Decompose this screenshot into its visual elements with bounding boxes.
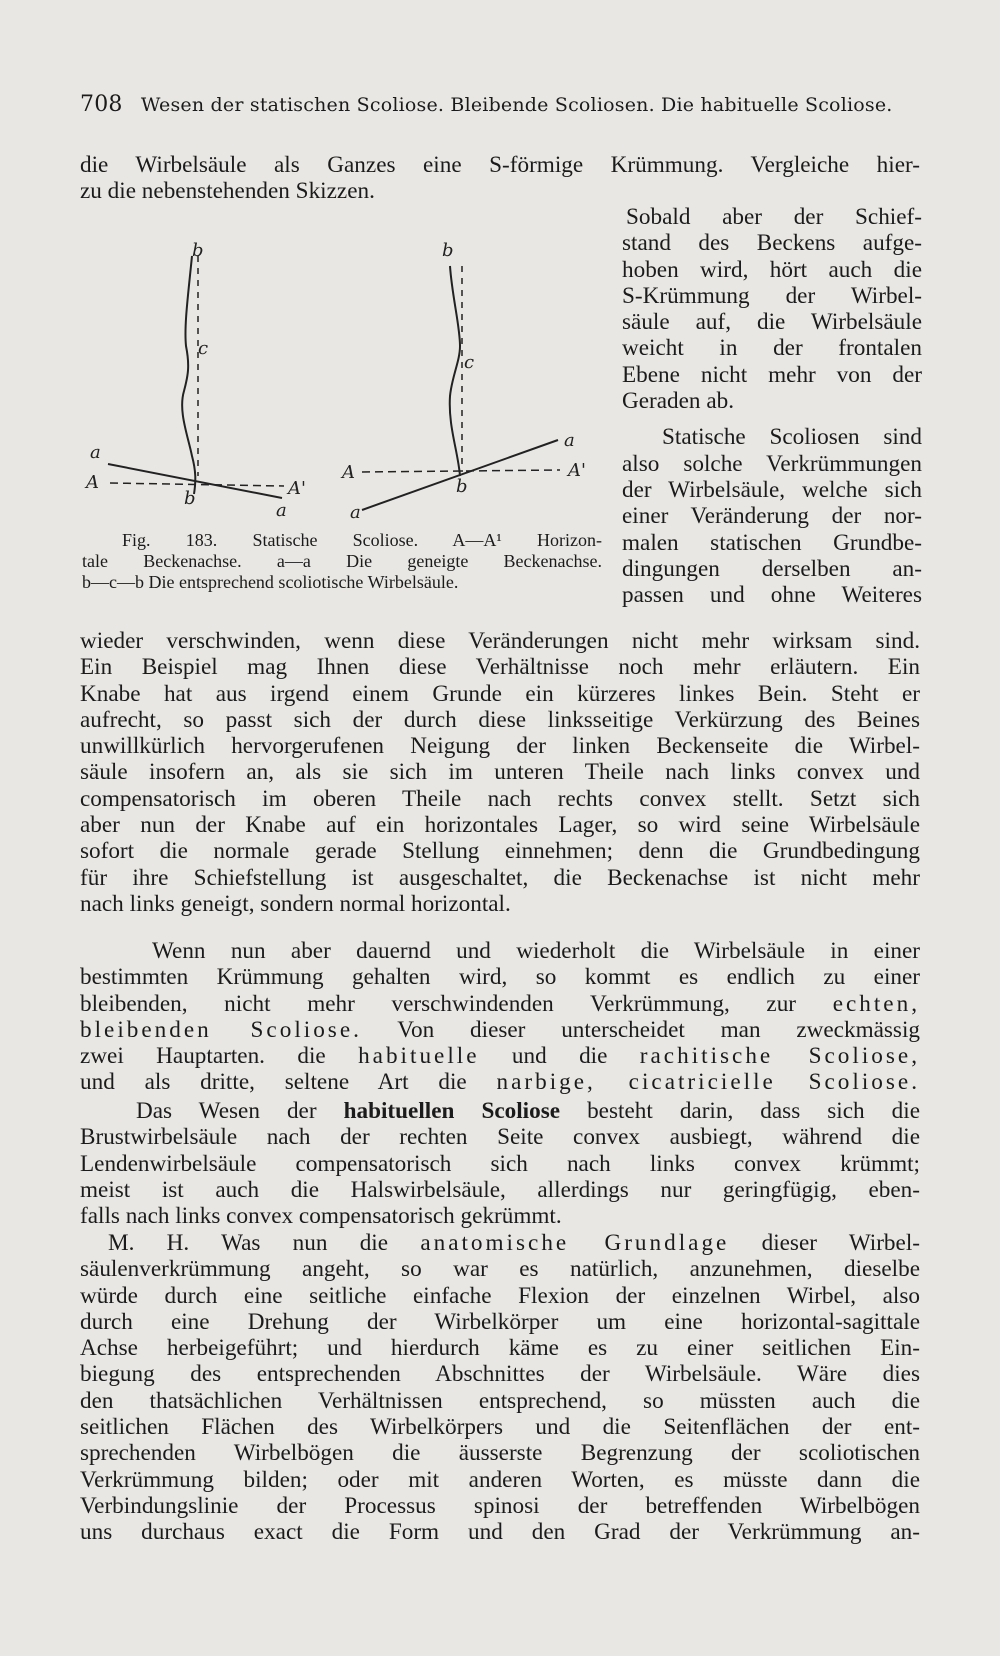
bold-term: habituellen Scoliose	[343, 1098, 561, 1124]
caption-line: Fig. 183. Statische Scoliose. A—A¹ Horizon-	[122, 530, 602, 550]
text-line: säule auf, die Wirbelsäule	[622, 309, 922, 336]
right-horizontal-axis	[362, 470, 560, 472]
text-line: uns durchaus exact die Form und den Grad der Verkrümmung an-	[80, 1519, 920, 1546]
text-line: einer Veränderung der nor-	[622, 503, 922, 530]
fig-label: a	[564, 430, 575, 451]
fig-label: b	[456, 476, 468, 497]
text-line: für ihre Schiefstellung ist ausgeschaltet, die Beckenachse ist nicht mehr	[80, 864, 920, 891]
spaced-emphasis: narbige, cicatricielle Scoliose.	[496, 1069, 920, 1096]
text-line: würde durch eine seitliche einfache Flexion der einzelnen Wirbel, also	[80, 1282, 920, 1309]
text-line: Knabe hat aus irgend einem Grunde ein kürzeres linkes Bein. Steht er	[80, 680, 920, 707]
text-line: dingungen derselben an-	[622, 555, 922, 582]
text-line: compensatorisch im oberen Theile nach rechts convex stellt. Setzt sich	[80, 785, 920, 812]
figure-caption	[82, 530, 602, 593]
text-line: Sobald aber der Schief-	[626, 204, 922, 230]
text-line: unwillkürlich hervorgerufenen Neigung der linken Beckenseite die Wirbel-	[80, 733, 920, 760]
text-line: Achse herbeigeführt; und hierdurch käme es zu einer seitlichen Ein-	[80, 1335, 920, 1362]
text-line: weicht in der frontalen	[622, 335, 922, 362]
fig-label: b	[442, 240, 454, 261]
text-line: wieder verschwinden, wenn diese Veränderungen nicht mehr wirksam sind.	[80, 628, 920, 654]
text-line: Lendenwirbelsäule compensatorisch sich nach links convex krümmt;	[80, 1150, 920, 1177]
paragraph-3	[80, 1098, 920, 1229]
spaced-emphasis: habituelle	[358, 1043, 480, 1070]
text-line: sofort die normale gerade Stellung einnehmen; denn die Grundbedingung	[80, 838, 920, 865]
text-line: Ebene nicht mehr von der	[622, 361, 922, 388]
text-span: Von dieser unterscheidet man zweckmässig	[361, 1016, 920, 1043]
text-line: säulenverkrümmung angeht, so war es natürlich, anzunehmen, dieselbe	[80, 1256, 920, 1283]
fig-label: A	[86, 472, 99, 493]
running-header	[80, 92, 920, 117]
fig-label: A	[342, 462, 355, 483]
paragraph-4	[80, 1230, 920, 1546]
text-line: hoben wird, hört auch die	[622, 256, 922, 283]
text-line: nach links geneigt, sondern normal horizontal.	[80, 890, 511, 917]
text-line: passen und ohne Weiteres	[622, 582, 922, 609]
text-line: S-Krümmung der Wirbel-	[622, 282, 922, 309]
fig-label: A'	[568, 460, 586, 481]
fig-label: a	[350, 502, 361, 523]
running-title: Wesen der statischen Scoliose. Bleibende Scoliosen. Die habituelle Scoliose.	[140, 94, 893, 116]
text-line: bestimmten Krümmung gehalten wird, so kommt es endlich zu einer	[80, 964, 920, 991]
right-inclined-axis	[362, 440, 558, 510]
text-span: Das Wesen der	[136, 1098, 344, 1124]
text-line	[80, 1069, 920, 1095]
text-line	[80, 991, 920, 1017]
spaced-emphasis: anatomische Grundlage	[420, 1230, 730, 1256]
fig-label: a	[90, 442, 101, 463]
caption-line: tale Beckenachse. a—a Die geneigte Beckenachse.	[82, 551, 602, 571]
text-line: seitlichen Flächen des Wirbelkörpers und die Seitenflächen der ent-	[80, 1414, 920, 1441]
fig-label: c	[198, 338, 209, 359]
text-line: zu die nebenstehenden Skizzen.	[80, 178, 375, 205]
text-line: meist ist auch die Halswirbelsäule, allerdings nur geringfügig, eben-	[80, 1176, 920, 1203]
text-line: Statische Scoliosen sind	[662, 424, 922, 451]
text-span: und als dritte, seltene Art die	[80, 1069, 497, 1096]
text-line: Brustwirbelsäule nach der rechten Seite convex ausbiegt, während die	[80, 1124, 920, 1151]
fig-label: b	[184, 488, 196, 509]
paragraph-2	[80, 938, 920, 1096]
spaced-emphasis: bleibenden Scoliose.	[80, 1016, 362, 1043]
text-line	[80, 1017, 920, 1043]
text-line: also solche Verkrümmungen	[622, 450, 922, 477]
text-line: aber nun der Knabe auf ein horizontales Lager, so wird seine Wirbelsäule	[80, 812, 920, 839]
text-line: biegung des entsprechenden Abschnittes der Wirbelsäule. Wäre dies	[80, 1361, 920, 1388]
right-spine-curve	[450, 266, 460, 476]
text-line: falls nach links convex compensatorisch gekrümmt.	[80, 1203, 562, 1230]
text-line: Verbindungslinie der Processus spinosi der betreffenden Wirbelbögen	[80, 1492, 920, 1519]
text-line: säule insofern an, als sie sich im unteren Theile nach links convex und	[80, 759, 920, 786]
page-number: 708	[80, 92, 123, 117]
fig-label: c	[464, 352, 475, 373]
right-column-text	[622, 204, 922, 608]
text-line: aufrecht, so passt sich der durch diese linksseitige Verkürzung des Beines	[80, 706, 920, 733]
text-line: durch eine Drehung der Wirbelkörper um eine horizontal-sagittale	[80, 1308, 920, 1335]
text-line: Geraden ab.	[622, 388, 735, 415]
fig-label: b	[192, 240, 204, 261]
spaced-emphasis: rachitische Scoliose,	[639, 1043, 920, 1070]
text-span: dieser Wirbel-	[729, 1230, 920, 1256]
left-horizontal-axis	[110, 483, 284, 486]
intro-text	[80, 152, 920, 205]
text-line: den thatsächlichen Verhältnissen entsprechend, so müssten auch die	[80, 1387, 920, 1414]
paragraph-1	[80, 628, 920, 917]
text-line	[80, 1043, 920, 1069]
figure-183-scoliosis-sketch	[80, 236, 600, 536]
left-spine-curve	[182, 256, 195, 494]
spaced-emphasis: echten,	[832, 990, 920, 1017]
text-line: die Wirbelsäule als Ganzes eine S-förmige Krümmung. Vergleiche hier-	[80, 152, 920, 178]
fig-label: A'	[288, 478, 306, 499]
text-line: stand des Beckens aufge-	[622, 230, 922, 257]
text-span: und die	[479, 1043, 640, 1070]
text-span: besteht darin, dass sich die	[560, 1098, 920, 1124]
text-span: zwei Hauptarten. die	[80, 1043, 359, 1070]
text-span: M. H. Was nun die	[108, 1230, 421, 1256]
text-line: malen statischen Grundbe-	[622, 529, 922, 556]
text-line	[80, 1098, 920, 1124]
text-line: Verkrümmung bilden; oder mit anderen Worten, es müsste dann die	[80, 1466, 920, 1493]
text-line	[80, 1230, 920, 1256]
text-line: sprechenden Wirbelbögen die äusserste Begrenzung der scoliotischen	[80, 1440, 920, 1467]
caption-line: b—c—b Die entsprechend scoliotische Wirbelsäule.	[82, 572, 459, 592]
text-line: Wenn nun aber dauernd und wiederholt die Wirbelsäule in einer	[152, 938, 920, 964]
text-line: der Wirbelsäule, welche sich	[622, 476, 922, 503]
text-span: bleibenden, nicht mehr verschwindenden Verkrümmung, zur	[80, 990, 833, 1017]
text-line: Ein Beispiel mag Ihnen diese Verhältnisse noch mehr erläutern. Ein	[80, 654, 920, 681]
fig-label: a	[276, 500, 287, 521]
